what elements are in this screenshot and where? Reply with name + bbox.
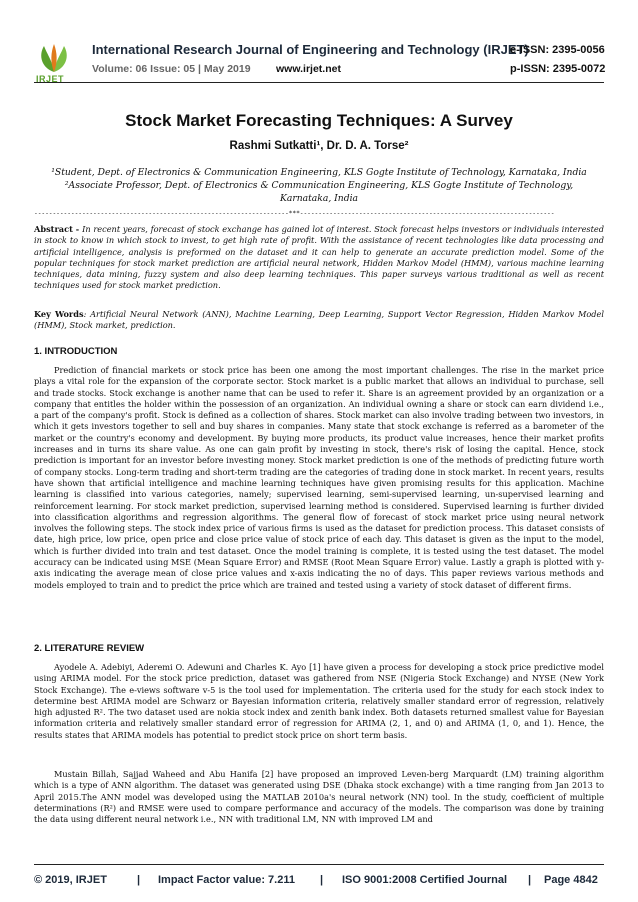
irjet-logo — [34, 42, 74, 86]
section-heading-literature-review: 2. LITERATURE REVIEW — [34, 643, 145, 654]
logo-text: IRJET — [36, 74, 65, 84]
paper-title: Stock Market Forecasting Techniques: A Survey — [125, 111, 513, 130]
separator-line: ---------------------------------------------------------------------***--------------------------------------------------------------------- — [34, 210, 555, 217]
affiliation-3: Karnataka, India — [279, 193, 359, 204]
journal-website: www.irjet.net — [276, 63, 341, 75]
affiliation-1: ¹Student, Dept. of Electronics & Communication Engineering, KLS Gogte Institute of Technology, Karnataka, India — [51, 167, 587, 178]
header-rule — [34, 82, 604, 83]
volume-issue: Volume: 06 Issue: 05 | May 2019 — [92, 63, 251, 75]
abstract-text: In recent years, forecast of stock exchange has gained lot of interest. Stock forecast helps investors or individuals interested in stock to know in which stock to invest, to get high rate of profit. With the assistance of recent technologies like data processing and artificial intelligence, analysis is preformed on the dataset and it can help to generate an accurate prediction model. Some of the popular techniques for stock market prediction are artificial neural network, Hidden Markov Model (HMM), various machine learning techniques, data mining, fuzzy system and also deep learning techniques. This paper surveys various traditional as well as recent techniques used for stock market prediction. — [34, 224, 604, 291]
footer-page-number: Page 4842 — [544, 874, 598, 886]
keywords — [34, 309, 604, 332]
affiliation-2: ²Associate Professor, Dept. of Electronics & Communication Engineering, KLS Gogte Institute of Technology, — [64, 180, 574, 191]
journal-name: International Research Journal of Engineering and Technology (IRJET) — [92, 42, 529, 57]
section-heading-introduction: 1. INTRODUCTION — [34, 346, 118, 357]
footer-iso: ISO 9001:2008 Certified Journal — [342, 874, 508, 886]
abstract-label: Abstract - — [34, 224, 83, 234]
p-issn: p-ISSN: 2395-0072 — [510, 63, 606, 75]
paper-authors: Rashmi Sutkatti¹, Dr. D. A. Torse² — [229, 140, 409, 152]
keywords-label: Key Words — [34, 309, 84, 319]
footer-copyright: © 2019, IRJET — [34, 874, 107, 886]
footer-rule — [34, 864, 604, 865]
footer-impact-factor: Impact Factor value: 7.211 — [158, 874, 295, 886]
footer-separator: | — [528, 874, 532, 886]
introduction-text: Prediction of financial markets or stock price has been one among the most important challenges. The rise in the market price plays a vital role for the expansion of the corporate sector. Stock market is a public market that allows an individual to purchase, sell and trade stocks. Stock exchange is another name that can be used to refer it. Share is an agreement provided by an organization or a company that entitles the holder within the possession of an organization. An individual owning a share or stock can earn dividend i.e., a part of the company's profit. Stock is defined as a collection of shares. Stock market can also involve trading between two investors, in which it gets investors together to sell and buy shares in companies. Many state that stock exchange is referred as a barometer of the market or the country's economy and development. By buying more products, its product value increases, hence their market profits increases and in turns its share value. As one can gain profit by investing in stock, there's risk of losing the capital. Hence, stock prediction is important for an investor before investing money. Stock market prediction is one of the methods of predicting future worth of company stocks. Long-term trading and short-term trading are the categories of trading done in stock market. In recent years, results have shown that artificial intelligence and machine learning techniques have given promising results for this application. Machine learning is classified into various categories, namely; supervised learning, semi-supervised learning, un-supervised learning and reinforcement learning. For stock market prediction, supervised learning method is considered. Supervised learning is further divided into classification algorithms and regression algorithms. The general flow of forecast of stock market price using neural network involves the following steps. The stock index price of various firms is used as the dataset for prediction process. This dataset consists of date, high price, low price, open price and close price value of stock price of each day. This dataset is given as the input to the model, which is further divided into train and test dataset. Once the model training is complete, it is tested using the test dataset. The model accuracy can be indicated using MSE (Mean Square Error) and RMSE (Root Mean Square Error) value. Lastly a graph is plotted with y-axis indicating the average mean of close price values and x-axis indicating the no of days. This paper reviews various methods and models employed to train and to predict the price which are trained and tested using a variety of stock dataset of different firms. — [34, 365, 604, 590]
keywords-text: : Artificial Neural Network (ANN), Machine Learning, Deep Learning, Support Vector Regression, Hidden Markov Model (HMM), Stock market, prediction. — [34, 309, 604, 331]
literature-paragraph-2: Mustain Billah, Sajjad Waheed and Abu Hanifa [2] have proposed an improved Leven-berg Marquardt (LM) training algorithm which is a type of ANN algorithm. The dataset was generated using DSE (Dhaka stock exchange) with a time ranging from Jan 2013 to April 2015.The ANN model was developed using the MATLAB 2010a's neural network (NN) tool. In the study, coefficient of multiple determinations (R²) and RMSE were used to compare performance and accuracy of the models. The comparison was done by training the data using different neural network i.e., NN with traditional LM, NN with improved LM and — [34, 769, 604, 825]
abstract — [34, 224, 604, 292]
footer-separator: | — [137, 874, 141, 886]
footer-separator: | — [320, 874, 324, 886]
e-issn: e-ISSN: 2395-0056 — [510, 44, 605, 56]
literature-paragraph-1: Ayodele A. Adebiyi, Aderemi O. Adewuni and Charles K. Ayo [1] have given a process for developing a stock price predictive model using ARIMA model. For the stock price prediction, dataset was gathered from NSE (Nigeria Stock Exchange) and NYSE (New York Stock Exchange). The e-views software v-5 is the tool used for implementation. The criteria used for the study for each stock index to determine best ARIMA model are Schwarz or Bayesian information criteria, relatively smaller standard error of regression, relatively high adjusted R². The two dataset used are nokia stock index and zenith bank index. Both datasets returned smallest value for Bayesian information criteria and relatively smaller standard error of regression for ARIMA (2, 1, and 0) and ARIMA (1, 0, and 1). Hence, the results states that ARIMA models has potential to predict stock price on short term basis. — [34, 662, 604, 740]
